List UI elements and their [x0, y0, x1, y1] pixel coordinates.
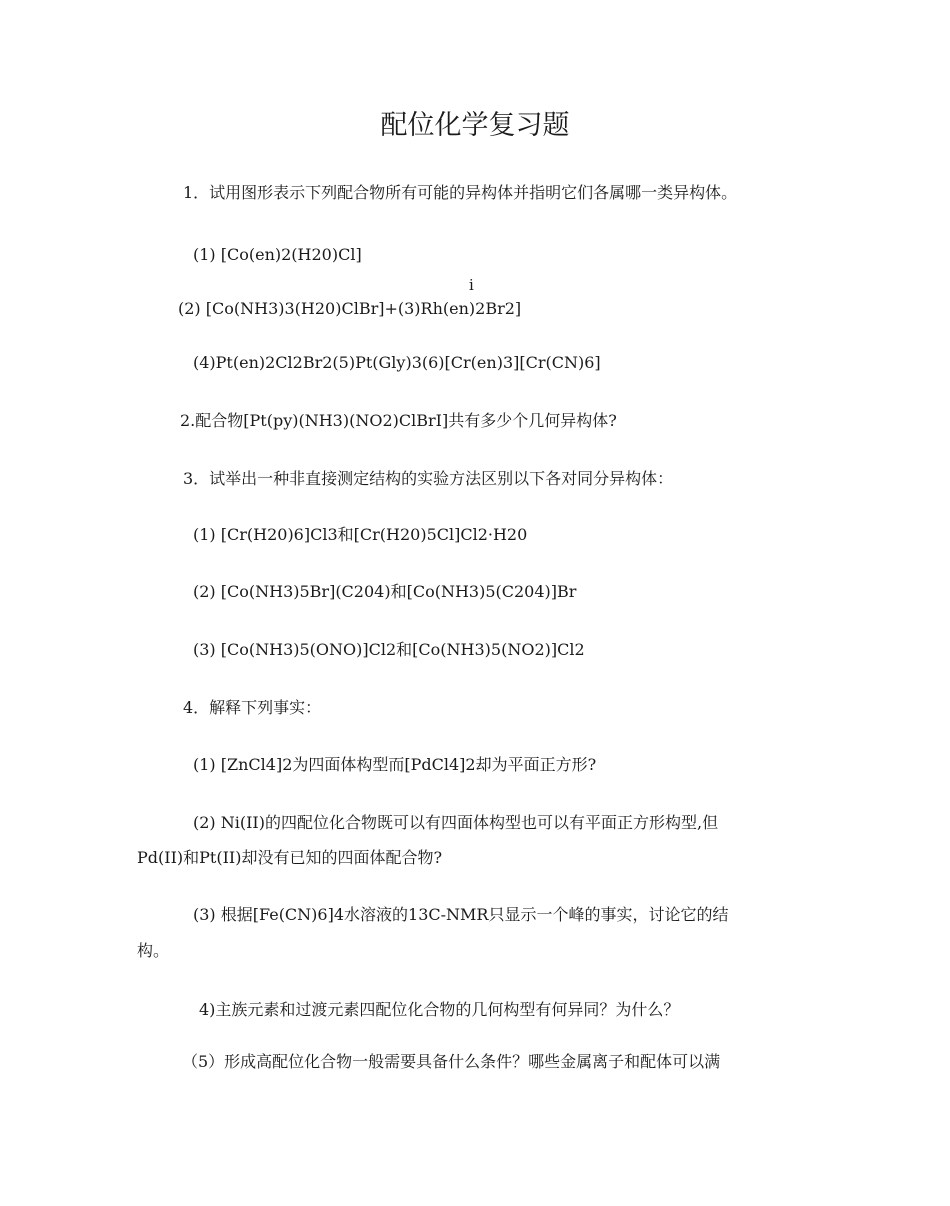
- question-3-text: 3．试举出一种非直接测定结构的实验方法区别以下各对同分异构体：: [183, 469, 674, 488]
- question-4-item-4: 4)主族元素和过渡元素四配位化合物的几何构型有何异同？为什么？: [199, 1000, 680, 1019]
- question-4-item-1: (1) [ZnCl4]2为四面体构型而[PdCl4]2却为平面正方形?: [193, 755, 597, 774]
- page-title: 配位化学复习题: [380, 110, 570, 141]
- question-3-item-2: (2) [Co(NH3)5Br](C204)和[Co(NH3)5(C204)]Br: [193, 582, 577, 601]
- question-1-item-1: (1) [Co(en)2(H20)Cl]: [193, 245, 362, 264]
- question-4-item-3: (3) 根据[Fe(CN)6]4水溶液的13C-NMR只显示一个峰的事实，讨论它的结: [193, 905, 729, 924]
- question-3-item-3: (3) [Co(NH3)5(ONO)]Cl2和[Co(NH3)5(NO2)]Cl2: [193, 640, 585, 659]
- question-4-item-2-cont: Pd(II)和Pt(II)却没有已知的四面体配合物?: [137, 848, 443, 867]
- question-4-text: 4．解释下列事实：: [183, 698, 322, 717]
- stray-mark: i: [469, 276, 474, 294]
- question-3-item-1: (1) [Cr(H20)6]Cl3和[Cr(H20)5Cl]Cl2·H20: [193, 525, 528, 544]
- question-4-item-5: （5）形成高配位化合物一般需要具备什么条件？哪些金属离子和配体可以满: [182, 1052, 721, 1071]
- question-1-items-4-6: (4)Pt(en)2Cl2Br2(5)Pt(Gly)3(6)[Cr(en)3][Cr(CN)6]: [193, 353, 601, 372]
- question-4-item-3-cont: 构。: [137, 941, 170, 960]
- question-4-item-2: (2) Ni(II)的四配位化合物既可以有四面体构型也可以有平面正方形构型,但: [193, 813, 719, 832]
- question-1-items-2-3: (2) [Co(NH3)3(H20)ClBr]+(3)Rh(en)2Br2]: [178, 299, 522, 318]
- question-2-text: 2.配合物[Pt(py)(NH3)(NO2)ClBrI]共有多少个几何异构体?: [180, 411, 617, 430]
- question-1-text: 1．试用图形表示下列配合物所有可能的异构体并指明它们各属哪一类异构体。: [183, 183, 738, 202]
